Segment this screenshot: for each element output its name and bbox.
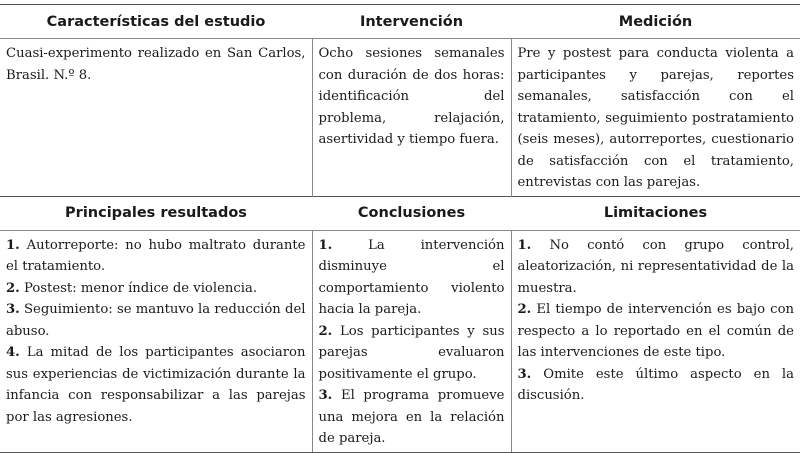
item-text: La mitad de los participantes asociaron sus experiencias de victimización durante la infancia con responsabilizar a las parejas por las agresiones. (6, 345, 306, 425)
cell-conclusiones (312, 230, 511, 452)
data-row-1 (0, 39, 800, 197)
list-item (518, 299, 795, 364)
header-row-1 (0, 5, 800, 39)
item-number: 3. (517, 366, 532, 382)
cell-caracteristicas: Cuasi-experimento realizado en San Carlos, Brasil. N.º 8. (6, 46, 306, 83)
cell-limitaciones (511, 230, 800, 452)
item-number: 1. (318, 237, 333, 253)
cell-resultados (0, 230, 312, 452)
header-row-2 (0, 196, 800, 230)
item-text: Seguimiento: se mantuvo la reducción del abuso. (6, 302, 306, 339)
list-item (6, 235, 306, 278)
item-number: 1. (517, 237, 532, 253)
header-medicion: Medición (511, 5, 800, 39)
item-number: 3. (6, 302, 20, 317)
item-text: Omite este último aspecto en la discusión. (517, 366, 794, 403)
cell-intervencion: Ocho sesiones semanales con duración de dos horas: identificación del problema, relajación, asertividad y tiempo fuera. (312, 39, 511, 197)
data-row-2 (0, 230, 800, 452)
header-caracteristicas: Características del estudio (0, 5, 312, 39)
item-number: 4. (6, 345, 20, 360)
list-item (319, 385, 505, 450)
item-text: El programa promueve una mejora en la relación de pareja. (318, 388, 505, 446)
item-number: 2. (318, 323, 333, 339)
item-text: No contó con grupo control, aleatorización, ni representatividad de la muestra. (517, 237, 794, 296)
header-resultados: Principales resultados (0, 196, 312, 230)
item-text: Autorreporte: no hubo maltrato durante el tratamiento. (6, 237, 306, 274)
list-item (6, 278, 306, 300)
item-number: 1. (6, 237, 20, 253)
list-item (6, 299, 306, 342)
item-text: La intervención disminuye el comportamiento violento hacia la pareja. (318, 237, 505, 317)
item-text: El tiempo de intervención es bajo con respecto a lo reportado en el común de las intervenciones de este tipo. (517, 302, 794, 360)
list-item (518, 364, 795, 407)
study-table (0, 4, 800, 453)
cell-medicion: Pre y postest para conducta violenta a participantes y parejas, reportes semanales, satisfacción con el tratamiento, seguimiento postratamiento (seis meses), autorreportes, cuestionario de satisfacción con el tratamiento, entrevistas con las parejas. (517, 46, 794, 190)
list-item (319, 235, 505, 321)
header-limitaciones: Limitaciones (511, 196, 800, 230)
list-item (518, 235, 795, 300)
list-item (319, 321, 505, 386)
header-intervencion: Intervención (312, 5, 511, 39)
item-text: Los participantes y sus parejas evaluaron positivamente el grupo. (318, 323, 505, 382)
list-item (6, 342, 306, 428)
item-number: 3. (318, 388, 333, 403)
header-conclusiones: Conclusiones (312, 196, 511, 230)
item-text: Postest: menor índice de violencia. (23, 280, 258, 296)
item-number: 2. (6, 280, 20, 296)
item-number: 2. (517, 302, 532, 317)
